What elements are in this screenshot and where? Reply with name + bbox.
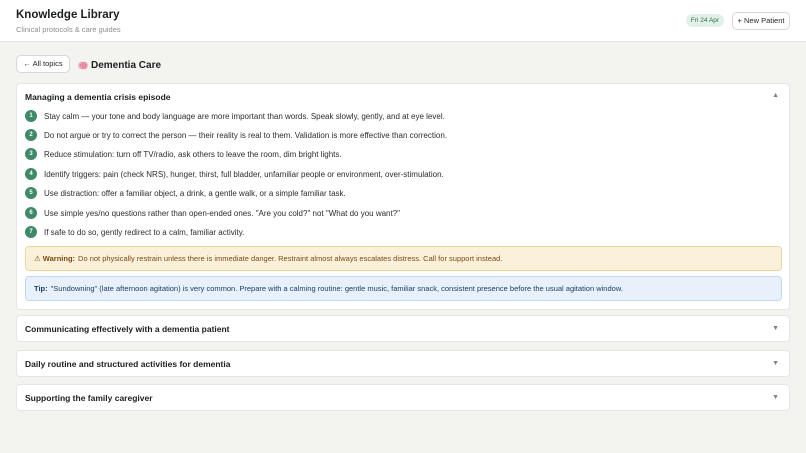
step-text: Reduce stimulation: turn off TV/radio, ask others to leave the room, dim bright lights. (44, 149, 342, 159)
section-header-family-caregiver[interactable]: Supporting the family caregiver (25, 392, 153, 403)
step-number: 1 (25, 110, 37, 122)
list-item (25, 129, 447, 141)
topic-title (78, 58, 161, 72)
chevron-up-icon[interactable]: ▲ (772, 92, 779, 99)
step-text: If safe to do so, gently redirect to a calm, familiar activity. (44, 227, 245, 237)
list-item (25, 187, 346, 199)
step-text: Identify triggers: pain (check NRS), hunger, thirst, full bladder, unfamiliar people or environment, over-stimulation. (44, 169, 444, 179)
warning-callout (25, 246, 782, 271)
top-bar (0, 0, 806, 42)
new-patient-button[interactable]: + New Patient (732, 12, 790, 30)
step-number: 5 (25, 187, 37, 199)
section-daily-routine[interactable] (16, 350, 790, 377)
step-text: Use simple yes/no questions rather than open-ended ones. "Are you cold?" not "What do you want?" (44, 208, 401, 218)
step-text: Stay calm — your tone and body language are more important than words. Speak slowly, gently, and at eye level. (44, 111, 445, 121)
section-header-communicating[interactable]: Communicating effectively with a dementia patient (25, 323, 230, 334)
section-crisis-episode (16, 83, 790, 310)
date-badge: Fri 24 Apr (686, 14, 724, 27)
chevron-down-icon[interactable]: ▼ (772, 360, 779, 367)
back-to-topics-button[interactable]: ← All topics (16, 55, 70, 73)
tip-label: Tip: (34, 284, 48, 293)
step-text: Do not argue or try to correct the person — their reality is real to them. Validation is more effective than correction. (44, 130, 447, 140)
brain-icon (78, 61, 88, 70)
list-item (25, 148, 342, 160)
list-item (25, 110, 445, 122)
section-family-caregiver[interactable] (16, 384, 790, 411)
section-communicating[interactable] (16, 315, 790, 342)
warning-text: Do not physically restrain unless there is immediate danger. Restraint almost always escalates distress. Call for support instead. (78, 254, 503, 263)
step-number: 6 (25, 207, 37, 219)
section-header-crisis-episode[interactable]: Managing a dementia crisis episode (25, 92, 171, 102)
topic-title-text: Dementia Care (91, 59, 162, 71)
chevron-down-icon[interactable]: ▼ (772, 325, 779, 332)
app-subtitle: Clinical protocols & care guides (16, 25, 121, 34)
step-number: 3 (25, 148, 37, 160)
step-number: 4 (25, 168, 37, 180)
list-item (25, 226, 244, 238)
step-text: Use distraction: offer a familiar object, a drink, a gentle walk, or a simple familiar task. (44, 188, 346, 198)
section-header-daily-routine[interactable]: Daily routine and structured activities for dementia (25, 358, 231, 369)
step-number: 2 (25, 129, 37, 141)
warning-label: ⚠ Warning: (34, 254, 76, 263)
tip-callout (25, 276, 782, 301)
list-item (25, 168, 444, 180)
tip-text: "Sundowning" (late afternoon agitation) is very common. Prepare with a calming routine: gentle music, familiar snack, consistent presence before the usual agitation window. (50, 284, 623, 293)
app-title: Knowledge Library (16, 9, 120, 21)
step-number: 7 (25, 226, 37, 238)
list-item (25, 207, 400, 219)
chevron-down-icon[interactable]: ▼ (772, 394, 779, 401)
